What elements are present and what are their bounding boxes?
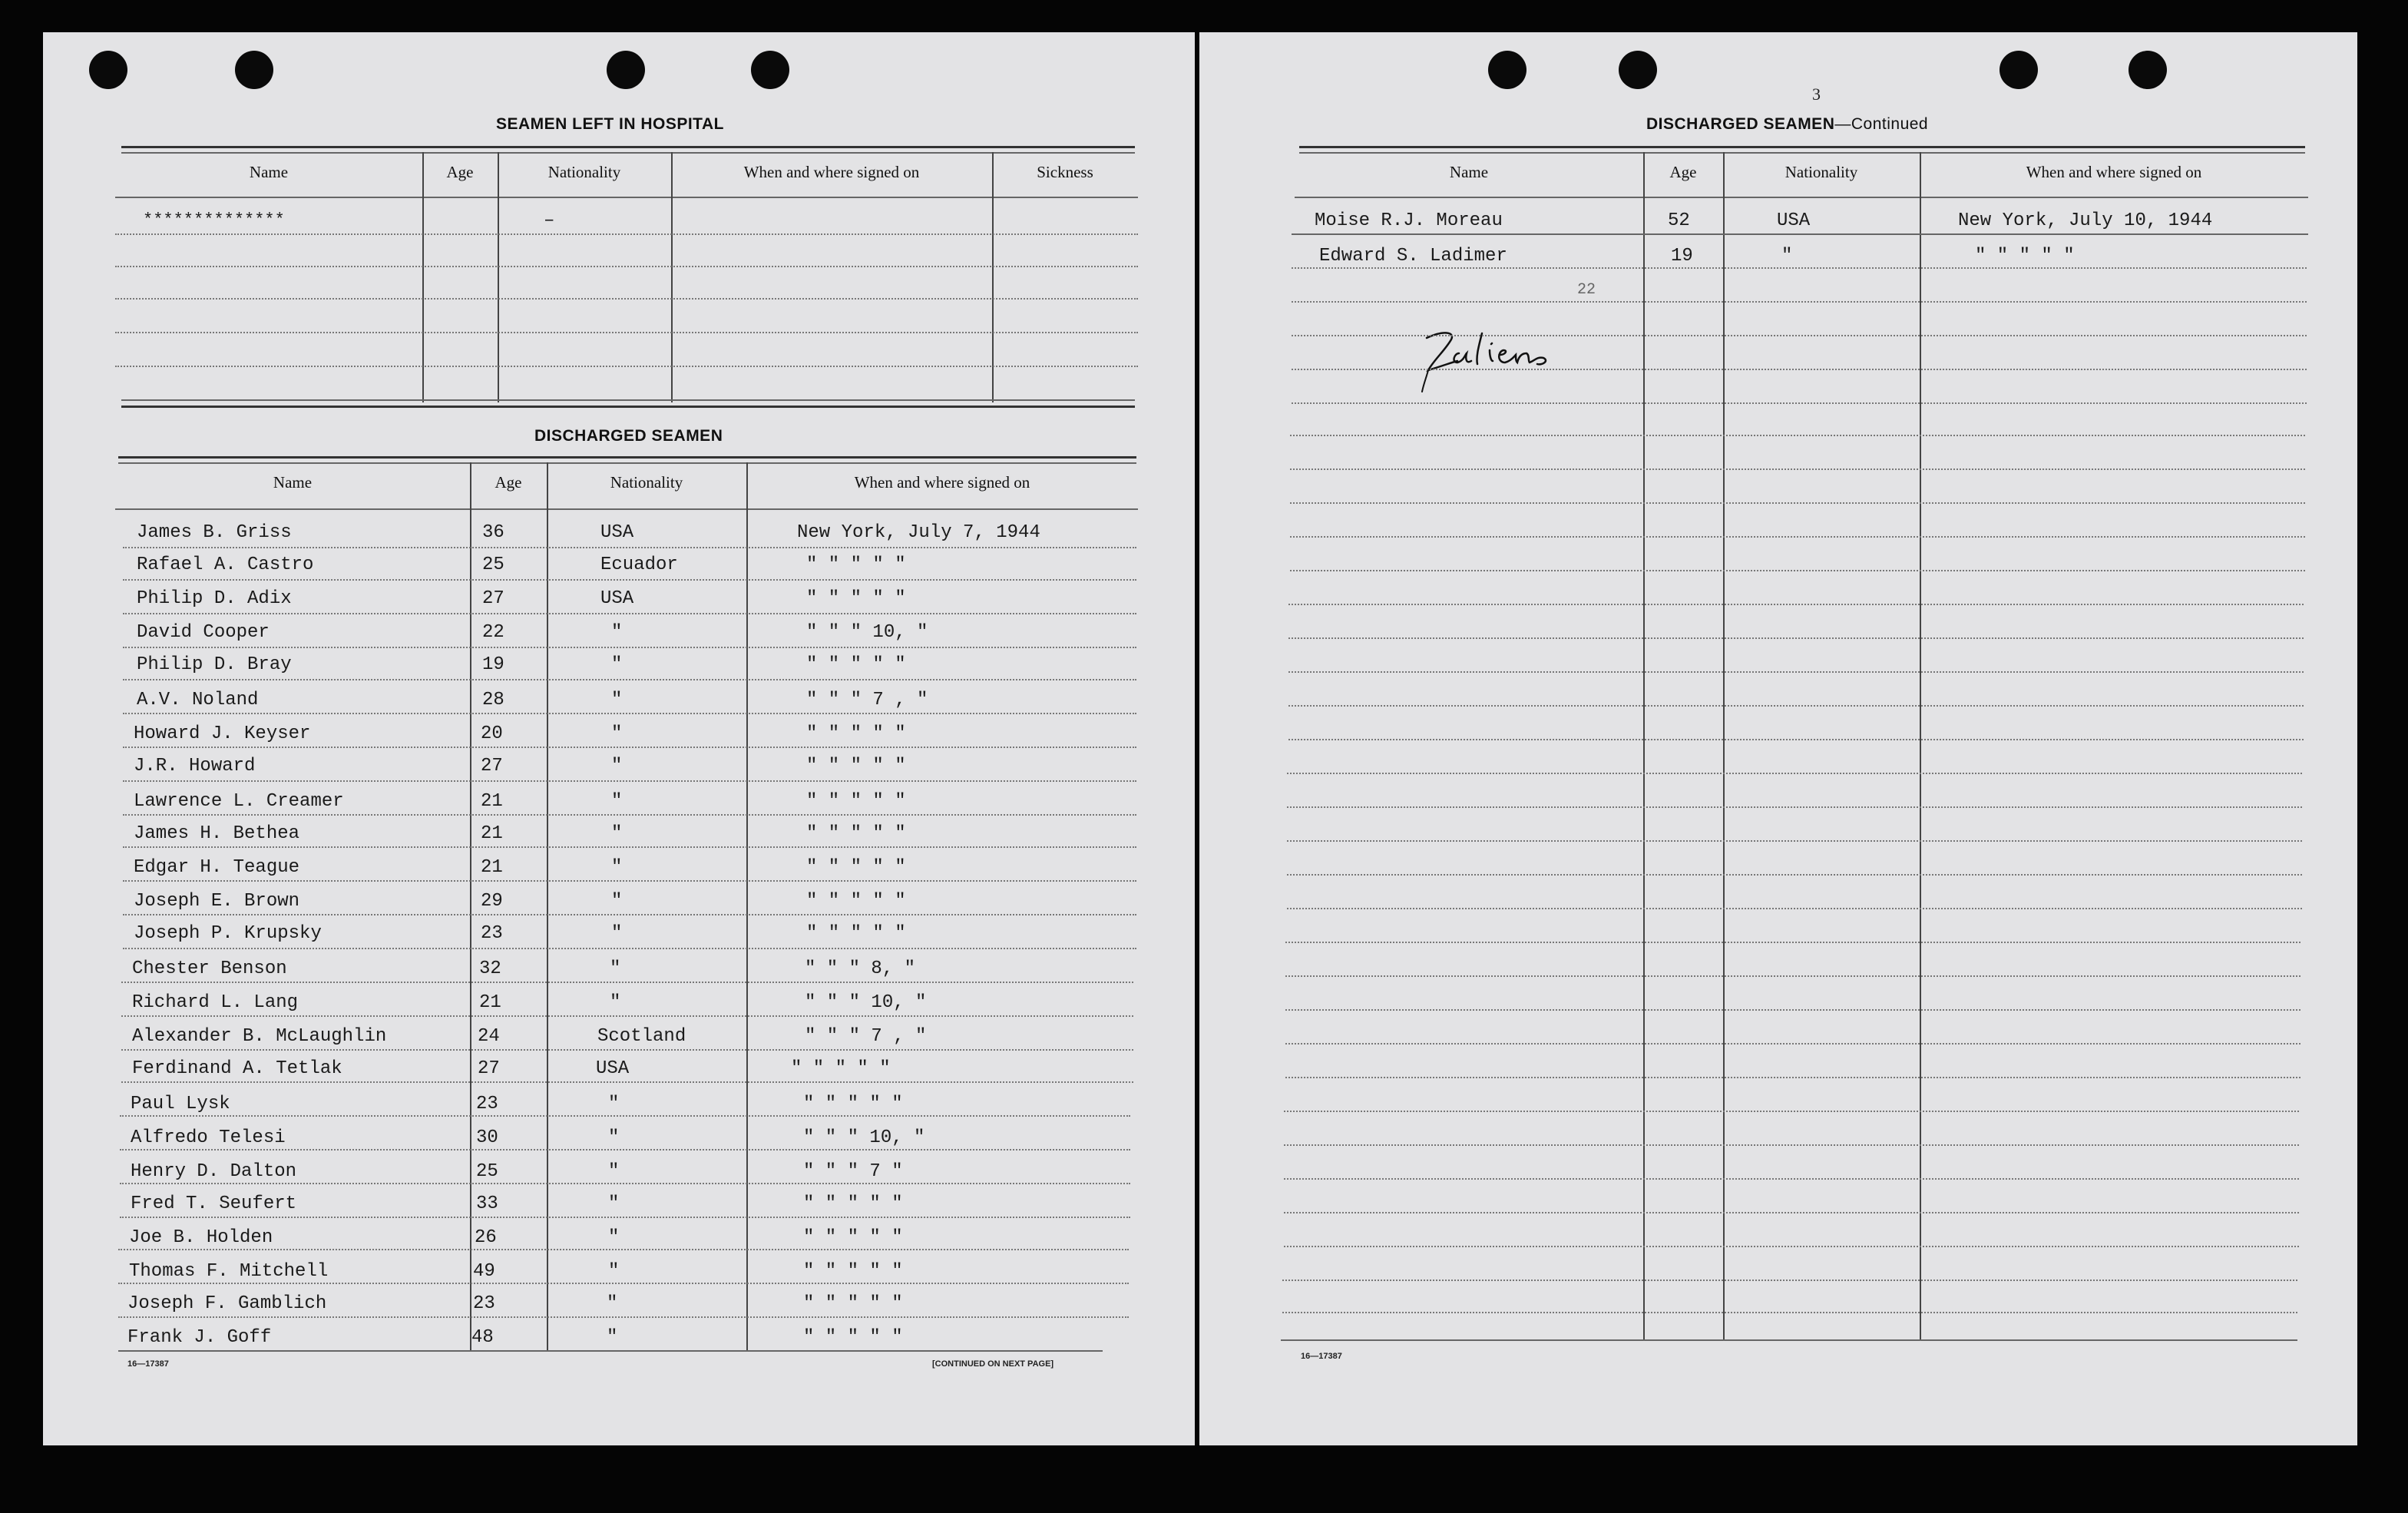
- row-rule: [123, 814, 1136, 816]
- row-rule: [1290, 536, 2305, 538]
- seaman-name: Joseph F. Gamblich: [127, 1293, 327, 1314]
- seaman-nationality: ": [611, 823, 623, 844]
- seaman-age: 26: [475, 1227, 497, 1248]
- row-rule: [118, 1283, 1129, 1284]
- hospital-section-title: SEAMEN LEFT IN HOSPITAL: [496, 115, 724, 133]
- row-rule: [123, 846, 1136, 848]
- punch-hole: [751, 51, 789, 89]
- seaman-signed-on: " " " " ": [803, 1327, 903, 1348]
- column-rule: [1643, 152, 1645, 1339]
- seaman-signed-on: " " " " ": [806, 588, 906, 609]
- discharged-continued-title: [1646, 115, 1928, 134]
- divider: [121, 152, 1135, 154]
- seaman-name: James B. Griss: [137, 522, 292, 543]
- row-rule: [121, 982, 1133, 983]
- divider: [1299, 146, 2305, 148]
- punch-hole: [2000, 51, 2038, 89]
- seaman-nationality: ": [608, 1227, 620, 1248]
- seaman-nationality: ": [611, 891, 623, 912]
- row-rule: [115, 298, 1138, 300]
- seaman-nationality: USA: [1777, 210, 1811, 231]
- row-rule: [123, 713, 1136, 714]
- seaman-nationality: ": [610, 958, 621, 979]
- seaman-nationality: ": [611, 622, 623, 643]
- punch-hole: [2128, 51, 2167, 89]
- row-rule: [1285, 1043, 2300, 1045]
- row-rule: [1287, 874, 2302, 876]
- row-rule: [1285, 975, 2300, 977]
- seaman-signed-on: New York, July 10, 1944: [1958, 210, 2213, 231]
- seaman-age: 24: [478, 1026, 500, 1047]
- seaman-nationality: ": [611, 654, 623, 675]
- seaman-age: 33: [476, 1194, 498, 1214]
- seaman-age: 28: [482, 690, 504, 710]
- seaman-name: Chester Benson: [132, 958, 287, 979]
- row-rule: [121, 1049, 1133, 1051]
- seaman-age: 19: [482, 654, 504, 675]
- right-col-name: Name: [1449, 163, 1489, 181]
- row-rule: [115, 266, 1138, 267]
- seaman-signed-on: " " " " ": [806, 791, 906, 812]
- row-rule: [1285, 942, 2300, 943]
- seaman-age: 32: [479, 958, 501, 979]
- seaman-age: 30: [476, 1127, 498, 1148]
- hospital-col-nationality: Nationality: [547, 163, 621, 181]
- seaman-name: A.V. Noland: [137, 690, 259, 710]
- row-rule: [1282, 1312, 2297, 1313]
- seaman-name: Edgar H. Teague: [134, 857, 300, 878]
- hospital-col-name: Name: [249, 163, 289, 181]
- seaman-age: 19: [1671, 246, 1693, 267]
- seaman-age: 21: [481, 857, 503, 878]
- seaman-nationality: USA: [600, 588, 634, 609]
- row-rule: [121, 1015, 1133, 1017]
- row-rule: [120, 1149, 1130, 1150]
- punch-hole: [235, 51, 273, 89]
- row-rule: [1285, 1077, 2300, 1078]
- seaman-signed-on: " " " 7 ": [803, 1161, 903, 1182]
- seaman-age: 23: [481, 923, 503, 944]
- discharged-col-signed-on: When and where signed on: [854, 473, 1030, 492]
- hospital-col-age: Age: [446, 163, 474, 181]
- divider: [1299, 152, 2305, 154]
- row-rule: [121, 1081, 1133, 1083]
- row-rule: [115, 233, 1138, 235]
- divider: [118, 456, 1136, 459]
- seaman-nationality: USA: [596, 1058, 630, 1079]
- seaman-nationality: ": [607, 1327, 618, 1348]
- row-rule: [1288, 637, 2304, 639]
- seaman-name: Joseph P. Krupsky: [134, 923, 322, 944]
- seaman-name: Henry D. Dalton: [131, 1161, 297, 1182]
- row-rule: [123, 747, 1136, 748]
- seaman-nationality: ": [607, 1293, 618, 1314]
- row-rule: [1284, 1111, 2299, 1112]
- page-number: 3: [1812, 84, 1821, 104]
- row-rule: [1287, 840, 2302, 842]
- row-rule: [118, 1316, 1129, 1318]
- right-col-age: Age: [1669, 163, 1697, 181]
- seaman-age: 20: [481, 723, 503, 744]
- seaman-signed-on: " " " " ": [803, 1194, 903, 1214]
- row-rule: [1287, 908, 2302, 909]
- seaman-age: 27: [482, 588, 504, 609]
- continued-note: [CONTINUED ON NEXT PAGE]: [932, 1359, 1054, 1369]
- seaman-name: Philip D. Bray: [137, 654, 292, 675]
- seaman-signed-on: " " " " ": [803, 1261, 903, 1282]
- seaman-age: 27: [478, 1058, 500, 1079]
- punch-hole: [1488, 51, 1526, 89]
- row-rule: [1284, 1246, 2299, 1247]
- seaman-signed-on: " " " " ": [806, 756, 906, 776]
- seaman-nationality: ": [608, 1161, 620, 1182]
- hospital-col-sickness: Sickness: [1037, 163, 1093, 181]
- seaman-nationality: USA: [600, 522, 634, 543]
- seaman-age: 22: [482, 622, 504, 643]
- seaman-nationality: Ecuador: [600, 555, 678, 575]
- seaman-age: 21: [479, 992, 501, 1013]
- seaman-name: David Cooper: [137, 622, 270, 643]
- seaman-age: 21: [481, 823, 503, 844]
- seaman-name: Joe B. Holden: [129, 1227, 273, 1248]
- discharged-section-title: DISCHARGED SEAMEN: [534, 427, 723, 445]
- seaman-age: 25: [482, 555, 504, 575]
- row-rule: [1288, 671, 2304, 673]
- seaman-age: 36: [482, 522, 504, 543]
- row-rule: [123, 880, 1136, 882]
- marginal-mark: 22: [1577, 281, 1596, 299]
- row-rule: [1288, 739, 2304, 740]
- punch-hole: [607, 51, 645, 89]
- header-rule: [1295, 197, 2308, 198]
- seaman-signed-on: " " " 10, ": [803, 1127, 925, 1148]
- table-bottom-rule: [1281, 1339, 2297, 1341]
- hospital-col-signed-on: When and where signed on: [743, 163, 920, 181]
- handwritten-annotation: [1421, 323, 1589, 399]
- header-rule: [115, 197, 1138, 198]
- seaman-signed-on: " " " " ": [806, 823, 906, 844]
- row-rule: [123, 613, 1136, 614]
- seaman-name: Frank J. Goff: [127, 1327, 272, 1348]
- row-rule: [1292, 233, 2308, 235]
- seaman-nationality: ": [611, 791, 623, 812]
- row-rule: [1282, 1280, 2297, 1281]
- seaman-signed-on: " " " " ": [806, 654, 906, 675]
- table-bottom-rule: [118, 1350, 1103, 1352]
- row-rule: [1288, 604, 2304, 605]
- seaman-nationality: ": [611, 857, 623, 878]
- seaman-name: Philip D. Adix: [137, 588, 292, 609]
- row-rule: [115, 332, 1138, 333]
- seaman-name: James H. Bethea: [134, 823, 300, 844]
- seaman-age: 23: [476, 1094, 498, 1114]
- seaman-nationality: Scotland: [597, 1026, 686, 1047]
- seaman-age: 52: [1668, 210, 1690, 231]
- seaman-age: 49: [473, 1261, 495, 1282]
- seaman-name: Edward S. Ladimer: [1319, 246, 1507, 267]
- hospital-row-name: **************: [143, 210, 285, 230]
- seaman-name: Joseph E. Brown: [134, 891, 300, 912]
- seaman-signed-on: " " " " ": [806, 555, 906, 575]
- seaman-age: 23: [473, 1293, 495, 1314]
- row-rule: [1292, 301, 2307, 303]
- seaman-signed-on: " " " 10, ": [805, 992, 927, 1013]
- column-rule: [1723, 152, 1725, 1339]
- discharged-col-age: Age: [495, 473, 522, 492]
- divider: [121, 146, 1135, 148]
- row-rule: [123, 780, 1136, 782]
- discharged-col-nationality: Nationality: [610, 473, 683, 492]
- seaman-name: Lawrence L. Creamer: [134, 791, 344, 812]
- seaman-signed-on: " " " " ": [803, 1094, 903, 1114]
- right-col-nationality: Nationality: [1784, 163, 1858, 181]
- divider: [121, 406, 1135, 408]
- punch-hole: [1619, 51, 1657, 89]
- seaman-signed-on: " " " " ": [806, 723, 906, 744]
- discharged-continued-title-suffix: —Continued: [1834, 115, 1929, 133]
- seaman-signed-on: " " " " ": [806, 857, 906, 878]
- row-rule: [1290, 435, 2305, 436]
- seaman-name: Rafael A. Castro: [137, 555, 314, 575]
- seaman-name: Fred T. Seufert: [131, 1194, 297, 1214]
- seaman-nationality: ": [611, 923, 623, 944]
- hospital-row-nationality: –: [544, 210, 555, 231]
- seaman-nationality: ": [608, 1127, 620, 1148]
- seaman-age: 48: [471, 1327, 494, 1348]
- row-rule: [1292, 335, 2307, 336]
- row-rule: [123, 914, 1136, 915]
- seaman-signed-on: " " " 7 , ": [805, 1026, 927, 1047]
- row-rule: [1290, 570, 2305, 571]
- seaman-nationality: ": [608, 1094, 620, 1114]
- seaman-signed-on: " " " " ": [806, 923, 906, 944]
- seaman-signed-on: New York, July 7, 1944: [797, 522, 1040, 543]
- row-rule: [115, 366, 1138, 367]
- seaman-signed-on: " " " " ": [791, 1058, 891, 1079]
- divider: [121, 399, 1135, 401]
- row-rule: [123, 647, 1136, 648]
- divider: [118, 462, 1136, 464]
- seaman-name: J.R. Howard: [134, 756, 256, 776]
- row-rule: [120, 1217, 1130, 1218]
- row-rule: [120, 1115, 1130, 1117]
- row-rule: [123, 948, 1136, 949]
- row-rule: [1284, 1144, 2299, 1146]
- seaman-nationality: ": [611, 690, 623, 710]
- punch-hole: [89, 51, 127, 89]
- seaman-signed-on: " " " 10, ": [806, 622, 928, 643]
- seaman-signed-on: " " " 7 , ": [806, 690, 928, 710]
- seaman-age: 21: [481, 791, 503, 812]
- seaman-age: 29: [481, 891, 503, 912]
- right-col-signed-on: When and where signed on: [2026, 163, 2202, 181]
- seaman-name: Thomas F. Mitchell: [129, 1261, 329, 1282]
- seaman-nationality: ": [1781, 246, 1793, 267]
- seaman-name: Ferdinand A. Tetlak: [132, 1058, 342, 1079]
- seaman-age: 27: [481, 756, 503, 776]
- row-rule: [1284, 1212, 2299, 1213]
- row-rule: [118, 1249, 1129, 1250]
- row-rule: [1287, 806, 2302, 808]
- row-rule: [120, 1183, 1130, 1184]
- seaman-nationality: ": [611, 756, 623, 776]
- seaman-nationality: ": [610, 992, 621, 1013]
- discharged-continued-title-main: DISCHARGED SEAMEN: [1646, 115, 1835, 133]
- seaman-nationality: ": [611, 723, 623, 744]
- row-rule: [123, 579, 1136, 581]
- discharged-col-name: Name: [273, 473, 313, 492]
- row-rule: [1285, 1009, 2300, 1011]
- seaman-name: Moise R.J. Moreau: [1315, 210, 1503, 231]
- row-rule: [1290, 502, 2305, 504]
- seaman-name: Howard J. Keyser: [134, 723, 311, 744]
- seaman-signed-on: " " " " ": [803, 1293, 903, 1314]
- seaman-name: Alexander B. McLaughlin: [132, 1026, 387, 1047]
- seaman-nationality: ": [608, 1261, 620, 1282]
- row-rule: [123, 679, 1136, 680]
- row-rule: [123, 547, 1136, 548]
- seaman-name: Alfredo Telesi: [131, 1127, 286, 1148]
- seaman-name: Paul Lysk: [131, 1094, 230, 1114]
- seaman-signed-on: " " " " ": [803, 1227, 903, 1248]
- seaman-signed-on: " " " " ": [806, 891, 906, 912]
- seaman-nationality: ": [608, 1194, 620, 1214]
- left-form-number: 16—17387: [127, 1359, 169, 1369]
- row-rule: [1287, 773, 2302, 774]
- row-rule: [1292, 267, 2307, 269]
- right-form-number: 16—17387: [1301, 1352, 1342, 1361]
- header-rule: [115, 508, 1138, 510]
- row-rule: [1288, 705, 2304, 707]
- seaman-signed-on: " " " 8, ": [805, 958, 916, 979]
- seaman-age: 25: [476, 1161, 498, 1182]
- seaman-name: Richard L. Lang: [132, 992, 299, 1013]
- row-rule: [1290, 468, 2305, 470]
- seaman-signed-on: " " " " ": [1975, 246, 2075, 267]
- row-rule: [1284, 1178, 2299, 1180]
- column-rule: [1920, 152, 1921, 1339]
- row-rule: [1292, 402, 2307, 404]
- row-rule: [1292, 369, 2307, 370]
